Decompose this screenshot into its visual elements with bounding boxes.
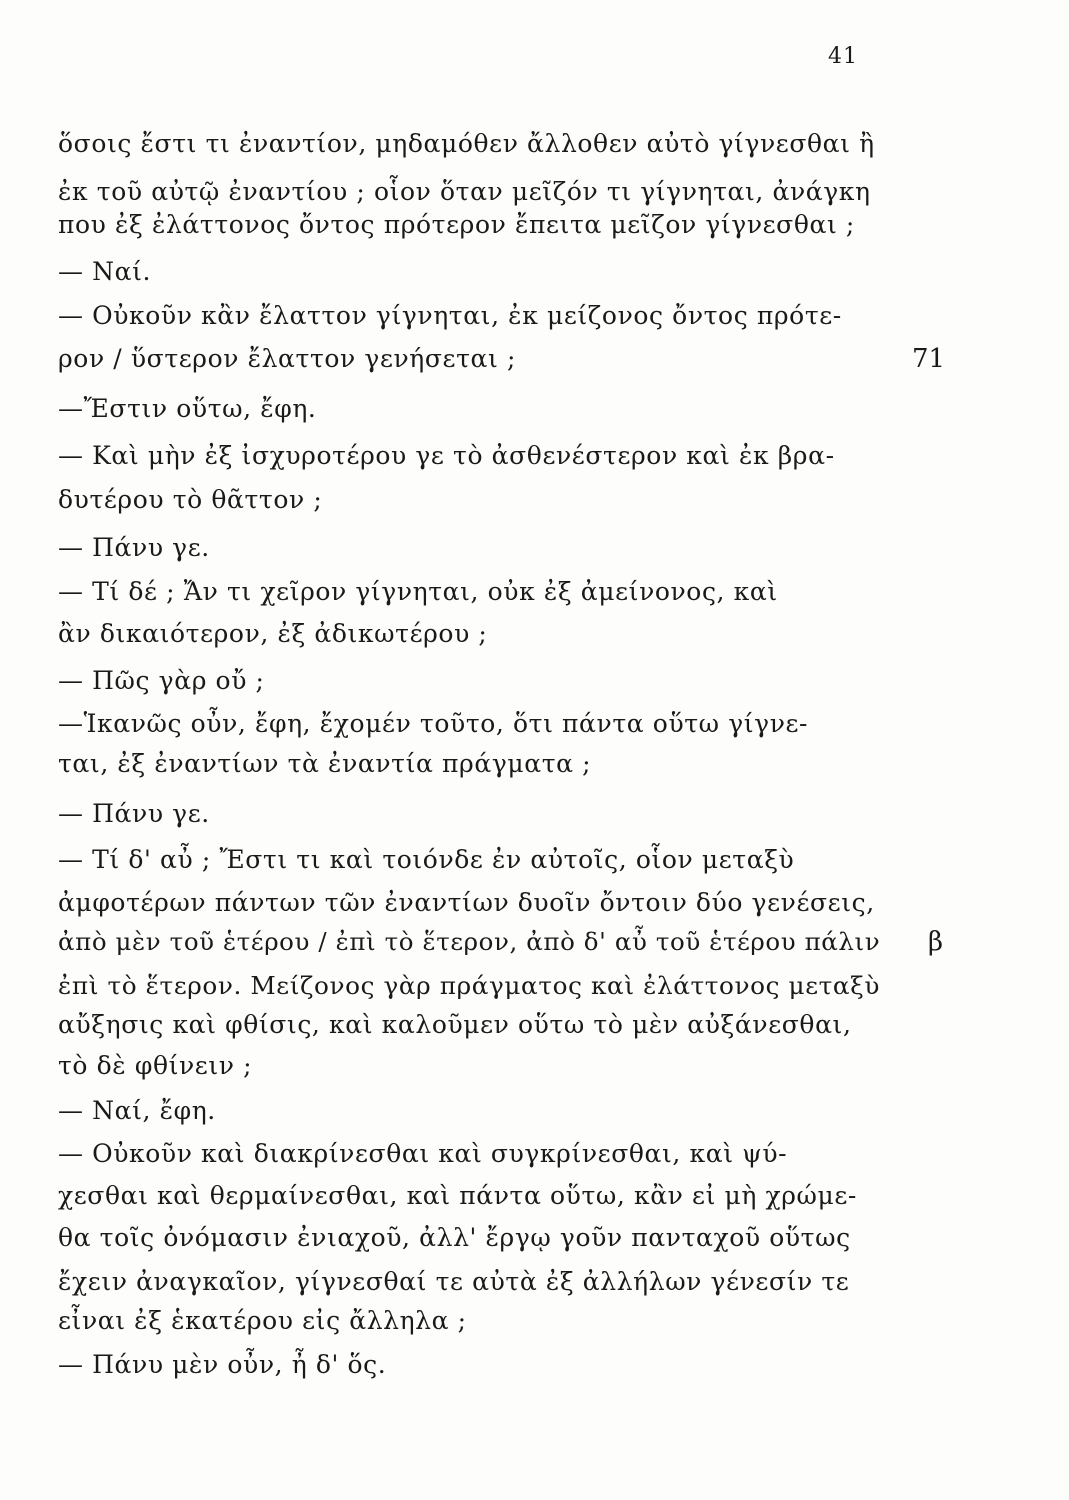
text-line: — Ναί, ἔφη. [58, 1096, 216, 1125]
page-number: 41 [828, 44, 858, 69]
text-line: — Οὐκοῦν κἂν ἔλαττον γίγνηται, ἐκ μείζονος ὄντος πρότε- [58, 301, 842, 330]
text-line: — Τί δέ ; Ἄν τι χεῖρον γίγνηται, οὐκ ἐξ ἀμείνονος, καὶ [58, 577, 778, 606]
text-line: θα τοῖς ὀνόμασιν ἐνιαχοῦ, ἀλλ' ἔργῳ γοῦν πανταχοῦ οὕτως [58, 1223, 851, 1252]
text-line: ἐπὶ τὸ ἕτερον. Μείζονος γὰρ πράγματος καὶ ἐλάττονος μεταξὺ [58, 971, 881, 1000]
text-line: ὅσοις ἔστι τι ἐναντίον, μηδαμόθεν ἄλλοθεν αὐτὸ γίγνεσθαι ἢ [58, 129, 875, 158]
text-line: — Πάνυ γε. [58, 533, 210, 562]
text-line: εἶναι ἐξ ἑκατέρου εἰς ἄλληλα ; [58, 1306, 467, 1335]
text-line: — Τί δ' αὖ ; Ἔστι τι καὶ τοιόνδε ἐν αὐτοῖς, οἷον μεταξὺ [58, 845, 795, 874]
margin-reference: 71 [912, 344, 946, 374]
text-line: — Πῶς γὰρ οὔ ; [58, 666, 265, 695]
text-line: — Πάνυ γε. [58, 799, 210, 828]
text-line: ἀπὸ μὲν τοῦ ἑτέρου / ἐπὶ τὸ ἕτερον, ἀπὸ δ' αὖ τοῦ ἑτέρου πάλιν [58, 927, 881, 956]
text-line: ἀμφοτέρων πάντων τῶν ἐναντίων δυοῖν ὄντοιν δύο γενέσεις, [58, 888, 875, 917]
text-line: ρον / ὕστερον ἔλαττον γενήσεται ; [58, 344, 516, 373]
text-line: τὸ δὲ φθίνειν ; [58, 1051, 253, 1080]
text-line: ἔχειν ἀναγκαῖον, γίγνεσθαί τε αὐτὰ ἐξ ἀλλήλων γένεσίν τε [58, 1267, 850, 1296]
text-line: δυτέρου τὸ θᾶττον ; [58, 485, 323, 514]
text-line: ἂν δικαιότερον, ἐξ ἀδικωτέρου ; [58, 619, 488, 648]
text-line: ται, ἐξ ἐναντίων τὰ ἐναντία πράγματα ; [58, 749, 592, 778]
text-line: — Καὶ μὴν ἐξ ἰσχυροτέρου γε τὸ ἀσθενέστερον καὶ ἐκ βρα- [58, 441, 835, 470]
text-line: ἐκ τοῦ αὐτῷ ἐναντίου ; οἷον ὅταν μεῖζόν τι γίγνηται, ἀνάγκη [58, 177, 871, 206]
text-line: —Ἱκανῶς οὖν, ἔφη, ἔχομέν τοῦτο, ὅτι πάντα οὕτω γίγνε- [58, 709, 809, 738]
margin-reference: β [928, 927, 944, 957]
text-line: — Οὐκοῦν καὶ διακρίνεσθαι καὶ συγκρίνεσθαι, καὶ ψύ- [58, 1139, 788, 1168]
text-line: χεσθαι καὶ θερμαίνεσθαι, καὶ πάντα οὕτω, κἂν εἰ μὴ χρώμε- [58, 1181, 857, 1210]
text-line: — Ναί. [58, 257, 152, 286]
text-line: που ἐξ ἐλάττονος ὄντος πρότερον ἔπειτα μεῖζον γίγνεσθαι ; [58, 210, 855, 239]
text-line: αὔξησις καὶ φθίσις, καὶ καλοῦμεν οὕτω τὸ μὲν αὐξάνεσθαι, [58, 1010, 852, 1039]
text-line: —Ἔστιν οὕτω, ἔφη. [58, 394, 317, 423]
text-line: — Πάνυ μὲν οὖν, ἦ δ' ὅς. [58, 1350, 387, 1379]
